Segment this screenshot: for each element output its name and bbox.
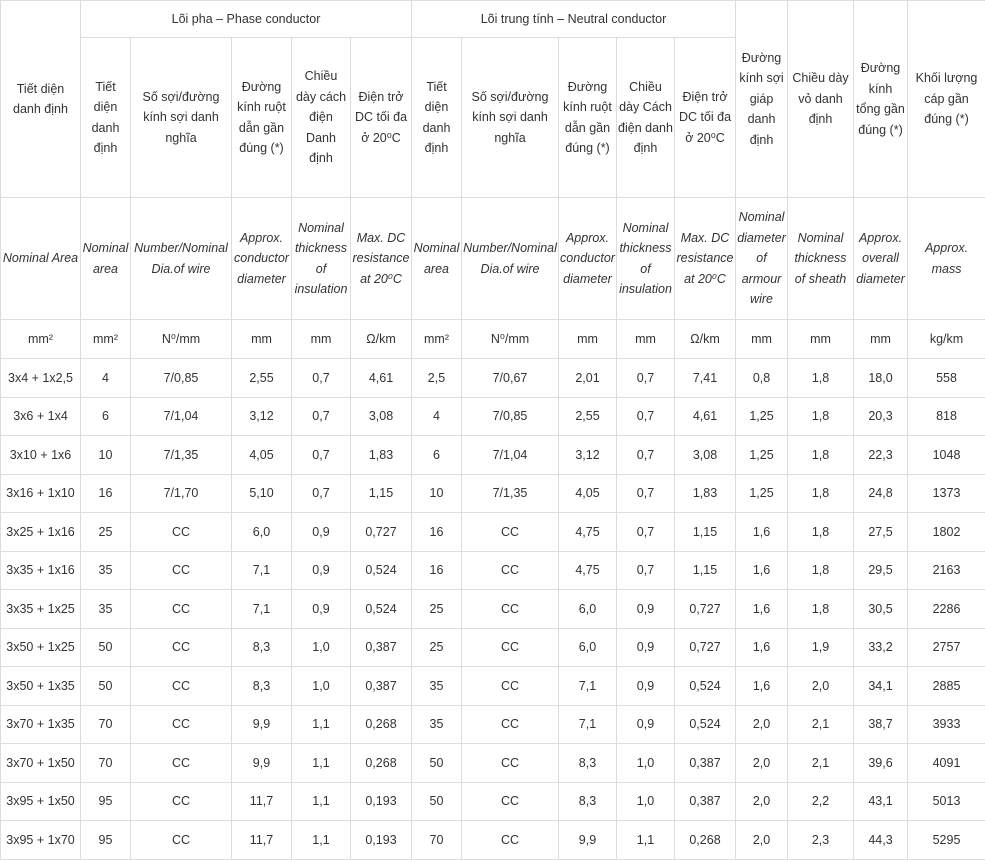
table-cell: 7/0,85: [462, 397, 559, 436]
table-cell: CC: [131, 744, 232, 783]
unit-cell: mm²: [1, 320, 81, 359]
table-cell: 35: [412, 667, 462, 706]
table-cell: 7,41: [675, 359, 736, 398]
table-cell: 1,8: [788, 359, 854, 398]
table-cell: 34,1: [854, 667, 908, 706]
table-cell: 2163: [908, 551, 985, 590]
table-cell: 2,1: [788, 744, 854, 783]
neutral-group-header: Lõi trung tính – Neutral conductor: [412, 1, 736, 38]
table-cell: 0,387: [675, 744, 736, 783]
table-cell: 50: [412, 782, 462, 821]
table-cell: 11,7: [232, 782, 292, 821]
nominal-area-vi-header: Tiết diện danh định: [1, 1, 81, 198]
unit-cell: mm: [736, 320, 788, 359]
table-row: [1, 513, 985, 552]
table-cell: CC: [131, 590, 232, 629]
table-cell: 3933: [908, 705, 985, 744]
table-cell: 1,8: [788, 551, 854, 590]
table-cell: CC: [462, 821, 559, 860]
table-cell: 0,9: [617, 667, 675, 706]
nominal-area-en-header: Nominal Area: [1, 198, 81, 320]
table-cell: 0,524: [675, 667, 736, 706]
unit-cell: mm: [292, 320, 351, 359]
phase-en-header: Nominal area: [81, 198, 131, 320]
table-cell: 1,25: [736, 436, 788, 475]
table-cell: 0,7: [617, 551, 675, 590]
table-cell: 7/0,67: [462, 359, 559, 398]
table-cell: 1,1: [617, 821, 675, 860]
table-cell: 0,9: [292, 513, 351, 552]
table-cell: 2,01: [559, 359, 617, 398]
table-cell: CC: [131, 628, 232, 667]
table-cell: 4,75: [559, 513, 617, 552]
table-cell: 0,7: [292, 359, 351, 398]
table-cell: 1,1: [292, 821, 351, 860]
table-cell: 6: [412, 436, 462, 475]
table-cell: 1,8: [788, 436, 854, 475]
row-label-cell: 3x50 + 1x35: [1, 667, 81, 706]
table-cell: 0,524: [351, 551, 412, 590]
table-cell: 16: [412, 551, 462, 590]
table-cell: 50: [412, 744, 462, 783]
table-cell: 33,2: [854, 628, 908, 667]
unit-cell: mm²: [81, 320, 131, 359]
table-cell: 2,5: [412, 359, 462, 398]
table-cell: 2,0: [736, 705, 788, 744]
table-cell: 35: [81, 590, 131, 629]
table-cell: 7,1: [559, 705, 617, 744]
table-cell: 2,2: [788, 782, 854, 821]
table-cell: 1,9: [788, 628, 854, 667]
phase-en-header: Number/Nominal Dia.of wire: [131, 198, 232, 320]
table-cell: 1373: [908, 474, 985, 513]
neutral-en-header: Max. DC resistance at 20⁰C: [675, 198, 736, 320]
row-label-cell: 3x6 + 1x4: [1, 397, 81, 436]
table-cell: 1,15: [675, 551, 736, 590]
table-cell: 7/1,04: [131, 397, 232, 436]
table-body: [1, 359, 985, 860]
row-label-cell: 3x4 + 1x2,5: [1, 359, 81, 398]
neutral-en-header: Approx. conductor diameter: [559, 198, 617, 320]
table-cell: 1,15: [675, 513, 736, 552]
table-cell: 3,12: [232, 397, 292, 436]
table-cell: 1,0: [617, 744, 675, 783]
table-cell: 0,7: [617, 436, 675, 475]
table-cell: 818: [908, 397, 985, 436]
phase-vi-header: Tiết diện danh định: [81, 38, 131, 198]
table-cell: 0,727: [351, 513, 412, 552]
table-cell: CC: [462, 551, 559, 590]
table-cell: 25: [412, 628, 462, 667]
unit-cell: kg/km: [908, 320, 985, 359]
table-cell: 1,8: [788, 513, 854, 552]
row-label-cell: 3x95 + 1x70: [1, 821, 81, 860]
table-row: [1, 551, 985, 590]
table-cell: 11,7: [232, 821, 292, 860]
table-cell: 1,8: [788, 590, 854, 629]
unit-cell: Ω/km: [675, 320, 736, 359]
phase-group-header: Lõi pha – Phase conductor: [81, 1, 412, 38]
table-cell: 0,524: [351, 590, 412, 629]
table-cell: 4,75: [559, 551, 617, 590]
phase-vi-header: Điện trở DC tối đa ở 20⁰C: [351, 38, 412, 198]
table-row: [1, 590, 985, 629]
table-cell: 1,1: [292, 782, 351, 821]
table-cell: 1048: [908, 436, 985, 475]
table-row: [1, 436, 985, 475]
table-cell: 9,9: [232, 705, 292, 744]
unit-cell: mm: [854, 320, 908, 359]
table-cell: 1,6: [736, 590, 788, 629]
phase-en-header: Approx. conductor diameter: [232, 198, 292, 320]
table-cell: 0,193: [351, 782, 412, 821]
table-cell: 0,7: [617, 397, 675, 436]
table-cell: 35: [81, 551, 131, 590]
table-cell: 0,7: [292, 474, 351, 513]
table-cell: 0,9: [617, 590, 675, 629]
table-cell: 0,7: [292, 436, 351, 475]
table-cell: 7,1: [559, 667, 617, 706]
table-cell: 1,0: [292, 667, 351, 706]
table-cell: 6,0: [559, 628, 617, 667]
table-cell: 1802: [908, 513, 985, 552]
table-cell: 1,0: [292, 628, 351, 667]
table-cell: 25: [81, 513, 131, 552]
table-cell: 2,55: [232, 359, 292, 398]
table-cell: 1,15: [351, 474, 412, 513]
table-cell: 0,7: [617, 359, 675, 398]
table-cell: 8,3: [559, 782, 617, 821]
table-cell: 1,6: [736, 551, 788, 590]
table-cell: 6,0: [559, 590, 617, 629]
table-cell: 6,0: [232, 513, 292, 552]
table-cell: CC: [131, 551, 232, 590]
table-cell: 558: [908, 359, 985, 398]
table-cell: CC: [131, 667, 232, 706]
table-cell: CC: [462, 590, 559, 629]
table-cell: 39,6: [854, 744, 908, 783]
table-row: [1, 821, 985, 860]
table-cell: 0,387: [351, 628, 412, 667]
table-cell: 50: [81, 628, 131, 667]
table-cell: 0,268: [351, 705, 412, 744]
table-cell: 3,12: [559, 436, 617, 475]
table-cell: 1,8: [788, 474, 854, 513]
table-cell: 95: [81, 782, 131, 821]
table-cell: 0,9: [292, 590, 351, 629]
unit-cell: mm²: [412, 320, 462, 359]
unit-cell: N⁰/mm: [462, 320, 559, 359]
table-cell: 7/1,04: [462, 436, 559, 475]
table-cell: 8,3: [232, 628, 292, 667]
table-cell: 2,0: [736, 744, 788, 783]
table-cell: 0,387: [675, 782, 736, 821]
table-cell: CC: [131, 513, 232, 552]
table-cell: 27,5: [854, 513, 908, 552]
table-cell: 70: [81, 705, 131, 744]
table-cell: 0,268: [675, 821, 736, 860]
table-row: [1, 628, 985, 667]
table-cell: 1,6: [736, 513, 788, 552]
table-row: [1, 667, 985, 706]
table-cell: 4: [412, 397, 462, 436]
table-row: [1, 782, 985, 821]
table-cell: 1,8: [788, 397, 854, 436]
phase-en-header: Max. DC resistance at 20⁰C: [351, 198, 412, 320]
table-cell: 5013: [908, 782, 985, 821]
group-header-row: [1, 1, 985, 38]
table-cell: 9,9: [232, 744, 292, 783]
neutral-vi-header: Số sợi/đường kính sợi danh nghĩa: [462, 38, 559, 198]
unit-cell: N⁰/mm: [131, 320, 232, 359]
table-cell: CC: [462, 705, 559, 744]
row-label-cell: 3x95 + 1x50: [1, 782, 81, 821]
table-cell: 2,0: [788, 667, 854, 706]
neutral-vi-header: Đường kính ruột dẫn gần đúng (*): [559, 38, 617, 198]
table-cell: 4,61: [675, 397, 736, 436]
table-cell: 0,268: [351, 744, 412, 783]
en-header-row: [1, 198, 985, 320]
table-cell: 10: [412, 474, 462, 513]
table-cell: 4: [81, 359, 131, 398]
table-cell: CC: [462, 513, 559, 552]
row-label-cell: 3x50 + 1x25: [1, 628, 81, 667]
table-cell: 2,1: [788, 705, 854, 744]
table-cell: 7/1,35: [462, 474, 559, 513]
table-cell: 2,3: [788, 821, 854, 860]
neutral-en-header: Nominal thickness of insulation: [617, 198, 675, 320]
table-row: [1, 744, 985, 783]
table-cell: 4091: [908, 744, 985, 783]
tail-vi-header: Đường kính tổng gần đúng (*): [854, 1, 908, 198]
table-cell: CC: [131, 705, 232, 744]
table-cell: 30,5: [854, 590, 908, 629]
tail-vi-header: Chiều dày vỏ danh định: [788, 1, 854, 198]
table-cell: CC: [462, 667, 559, 706]
row-label-cell: 3x35 + 1x25: [1, 590, 81, 629]
table-cell: 1,6: [736, 628, 788, 667]
row-label-cell: 3x70 + 1x50: [1, 744, 81, 783]
table-cell: 1,0: [617, 782, 675, 821]
table-cell: 22,3: [854, 436, 908, 475]
table-cell: 0,727: [675, 590, 736, 629]
table-cell: 7/1,70: [131, 474, 232, 513]
table-cell: 7/1,35: [131, 436, 232, 475]
table-cell: 1,25: [736, 397, 788, 436]
table-cell: 0,727: [675, 628, 736, 667]
unit-cell: Ω/km: [351, 320, 412, 359]
table-cell: 4,05: [559, 474, 617, 513]
table-cell: 1,83: [351, 436, 412, 475]
table-cell: 3,08: [675, 436, 736, 475]
table-cell: CC: [131, 782, 232, 821]
table-cell: 2,0: [736, 821, 788, 860]
table-cell: 6: [81, 397, 131, 436]
table-cell: 95: [81, 821, 131, 860]
table-cell: 7,1: [232, 590, 292, 629]
table-cell: 1,83: [675, 474, 736, 513]
table-cell: 0,524: [675, 705, 736, 744]
table-cell: 24,8: [854, 474, 908, 513]
table-cell: 9,9: [559, 821, 617, 860]
phase-vi-header: Chiều dày cách điện Danh định: [292, 38, 351, 198]
neutral-vi-header: Điện trở DC tối đa ở 20⁰C: [675, 38, 736, 198]
table-cell: 2885: [908, 667, 985, 706]
table-cell: 1,1: [292, 705, 351, 744]
table-cell: 4,61: [351, 359, 412, 398]
phase-vi-header: Số sợi/đường kính sợi danh nghĩa: [131, 38, 232, 198]
table-cell: 50: [81, 667, 131, 706]
table-cell: 43,1: [854, 782, 908, 821]
table-cell: 70: [81, 744, 131, 783]
table-cell: 0,8: [736, 359, 788, 398]
tail-en-header: Approx. overall diameter: [854, 198, 908, 320]
table-cell: 3,08: [351, 397, 412, 436]
unit-row: [1, 320, 985, 359]
row-label-cell: 3x70 + 1x35: [1, 705, 81, 744]
row-label-cell: 3x16 + 1x10: [1, 474, 81, 513]
neutral-en-header: Number/Nominal Dia.of wire: [462, 198, 559, 320]
table-cell: 1,6: [736, 667, 788, 706]
table-cell: 1,25: [736, 474, 788, 513]
table-cell: 7/0,85: [131, 359, 232, 398]
table-cell: 18,0: [854, 359, 908, 398]
table-cell: 0,193: [351, 821, 412, 860]
neutral-vi-header: Tiết diện danh định: [412, 38, 462, 198]
table-cell: CC: [462, 744, 559, 783]
phase-vi-header: Đường kính ruột dẫn gần đúng (*): [232, 38, 292, 198]
tail-vi-header: Đường kính sợi giáp danh định: [736, 1, 788, 198]
tail-en-header: Nominal diameter of armour wire: [736, 198, 788, 320]
table-cell: 16: [412, 513, 462, 552]
table-cell: 2757: [908, 628, 985, 667]
table-cell: 2,55: [559, 397, 617, 436]
table-cell: 44,3: [854, 821, 908, 860]
table-cell: 0,9: [617, 705, 675, 744]
table-cell: 8,3: [559, 744, 617, 783]
tail-en-header: Approx. mass: [908, 198, 985, 320]
table-cell: CC: [462, 628, 559, 667]
row-label-cell: 3x35 + 1x16: [1, 551, 81, 590]
table-cell: 25: [412, 590, 462, 629]
table-cell: 10: [81, 436, 131, 475]
tail-en-header: Nominal thickness of sheath: [788, 198, 854, 320]
table-cell: CC: [462, 782, 559, 821]
table-cell: 38,7: [854, 705, 908, 744]
table-cell: 20,3: [854, 397, 908, 436]
table-cell: 29,5: [854, 551, 908, 590]
table-cell: 0,7: [617, 474, 675, 513]
table-cell: 8,3: [232, 667, 292, 706]
table-cell: 5295: [908, 821, 985, 860]
unit-cell: mm: [232, 320, 292, 359]
table-cell: 5,10: [232, 474, 292, 513]
table-cell: 0,387: [351, 667, 412, 706]
table-row: [1, 474, 985, 513]
neutral-vi-header: Chiều dày Cách điện danh định: [617, 38, 675, 198]
table-cell: 35: [412, 705, 462, 744]
table-cell: 4,05: [232, 436, 292, 475]
table-cell: 16: [81, 474, 131, 513]
unit-cell: mm: [788, 320, 854, 359]
table-cell: 7,1: [232, 551, 292, 590]
table-row: [1, 359, 985, 398]
table-cell: 1,1: [292, 744, 351, 783]
tail-vi-header: Khối lượng cáp gần đúng (*): [908, 1, 985, 198]
table-cell: 0,9: [617, 628, 675, 667]
phase-en-header: Nominal thickness of insulation: [292, 198, 351, 320]
unit-cell: mm: [559, 320, 617, 359]
table-cell: 0,7: [617, 513, 675, 552]
table-cell: 0,7: [292, 397, 351, 436]
table-row: [1, 705, 985, 744]
table-cell: 2286: [908, 590, 985, 629]
table-cell: 0,9: [292, 551, 351, 590]
row-label-cell: 3x25 + 1x16: [1, 513, 81, 552]
table-cell: 2,0: [736, 782, 788, 821]
table-cell: CC: [131, 821, 232, 860]
table-cell: 70: [412, 821, 462, 860]
unit-cell: mm: [617, 320, 675, 359]
neutral-en-header: Nominal area: [412, 198, 462, 320]
table-row: [1, 397, 985, 436]
row-label-cell: 3x10 + 1x6: [1, 436, 81, 475]
